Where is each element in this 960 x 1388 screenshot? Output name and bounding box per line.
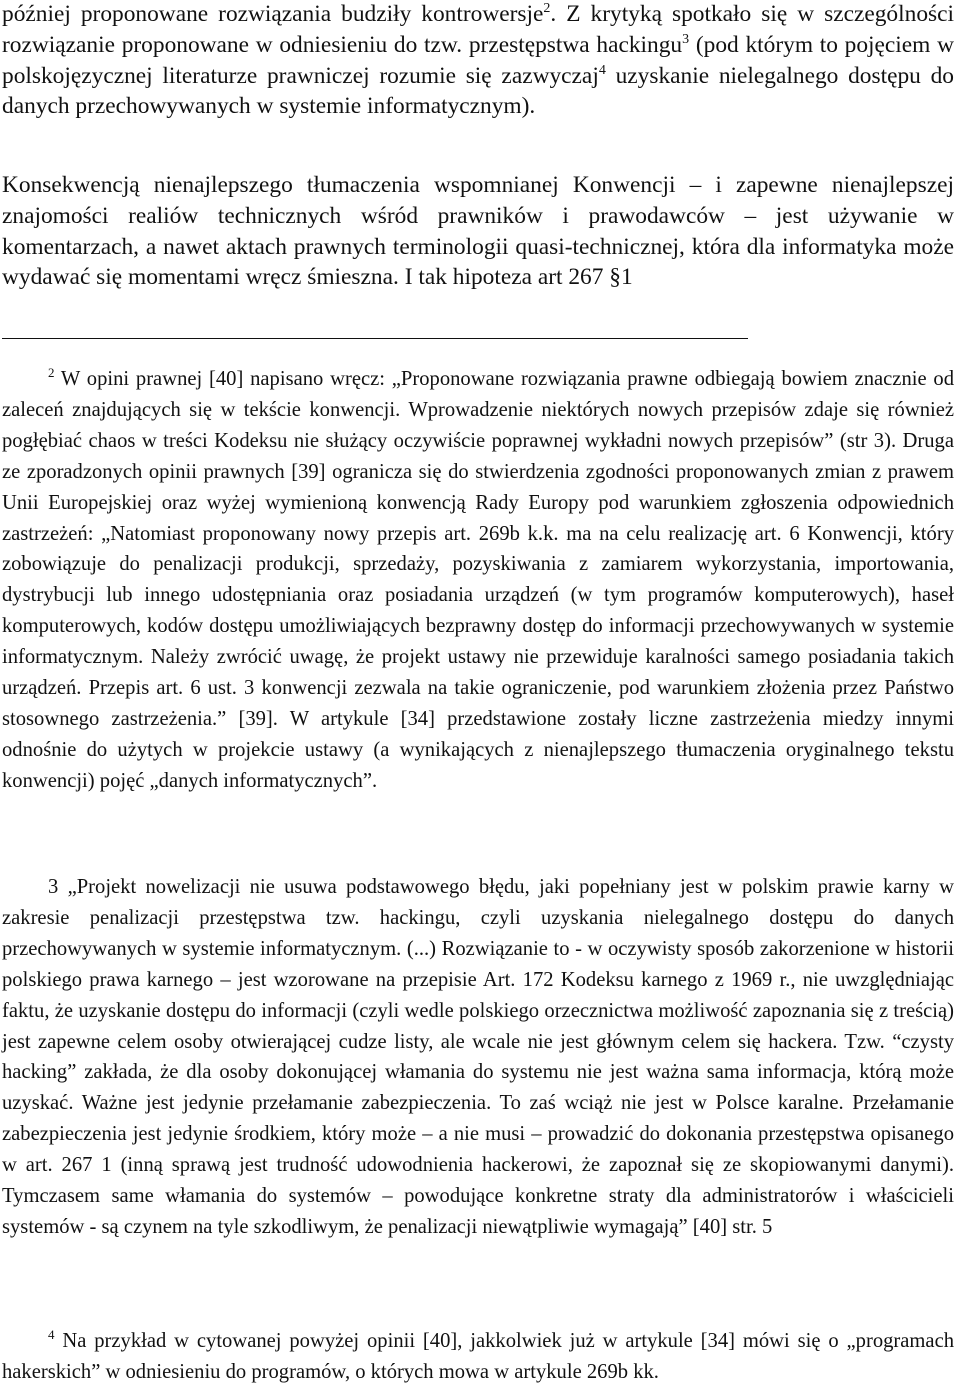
footnote-4 — [2, 1326, 954, 1388]
footnote-ref-2[interactable]: 2 — [543, 1, 551, 17]
body-paragraph-hacking — [2, 0, 954, 122]
body-paragraph-terminology — [2, 170, 954, 293]
footnote-mark: 2 — [48, 365, 55, 381]
paragraph-text: Konsekwencją nienajlepszego tłumaczenia wspomnianej Konwencji – i zapewne nienajlepszej znajomości realiów technicznych wśród prawników i prawodawców – jest używanie w komentarzach, a nawet aktach prawnych terminologii quasi-technicznej, która dla informatyka może wydawać się momentami wręcz śmieszna. I tak hipoteza art 267 §1 — [2, 172, 954, 291]
footnote-mark: 4 — [48, 1327, 55, 1343]
paragraph-text: (pod którym to pojęciem w polskojęzycznej literaturze prawniczej rozumie się zazwyczaj — [2, 31, 954, 89]
footnote-separator — [2, 338, 748, 339]
paragraph-text: później proponowane rozwiązania budziły kontrowersje — [2, 1, 544, 27]
footnote-3 — [2, 872, 954, 1243]
footnote-text: W opini prawnej [40] napisano wręcz: „Proponowane rozwiązania prawne odbiegają bowiem znacznie od zaleceń znajdujących się w tekście konwencji. Wprowadzenie niektórych nowych przepisów zdaje się również pogłębiać chaos w treści Kodeksu nie służący oczywiście poprawnej wykładni nowych przepisów” (str 3). Druga ze zporadzonych opinii prawnych [39] ogranicza się do stwierdzenia zgodności proponowanych zmian z prawem Unii Europejskiej oraz wyżej wymienioną konwencją Rady Europy pod warunkiem zgłoszenia odpowiednich zastrzeżeń: „Natomiast proponowany nowy przepis art. 269b k.k. ma na celu realizację art. 6 Konwencji, który zobowiązuje do penalizacji produkcji, sprzedaży, pozyskiwania z zamiarem wykorzystania, importowania, dystrybucji lub innego udostępniania oraz posiadania urządzeń (w tym programów komputerowych), haseł komputerowych, kodów dostępu umożliwiających bezprawny dostęp do informacji przechowywanych w systemie informatycznym. Należy zwrócić uwagę, że projekt ustawy nie przewiduje karalności samego posiadania takich urządzeń. Przepis art. 6 ust. 3 konwencji zezwala na takie ograniczenie, pod warunkiem złożenia przez Państwo stosownego zastrzeżenia.” [39]. W artykule [34] przedstawione zostały liczne zastrzeżenia miedzy innymi odnośnie do użytych w projekcie ustawy (a wynikających z nienajlepszego tłumaczenia oryginalnego tekstu konwencji) pojęć „danych informatycznych”. — [2, 368, 954, 792]
footnote-2 — [2, 364, 954, 797]
paragraph-text: uzyskanie nielegalnego dostępu do danych przechowywanych w systemie informatycznym). — [2, 62, 955, 120]
footnote-text: „Projekt nowelizacji nie usuwa podstawowego błędu, jaki popełniany jest w polskim prawie karny w zakresie penalizacji przestępstwa tzw. hackingu, czyli uzyskania nielegalnego dostępu do danych przechowywanych w systemie informatycznym. (...) Rozwiązanie to - w oczywisty sposób zakorzenione w historii polskiego prawa karnego – jest wzorowane na przepisie Art. 172 Kodeksu karnego z 1969 r., nie uwzględniając faktu, że uzyskanie dostępu do informacji (czyli wedle polskiego orzecznictwa możliwość zapoznania się z treścią) jest zapewne celem osoby otwierającej cudze listy, ale wcale nie jest głównym celem się hackera. Tzw. “czysty hacking” zakłada, że dla osoby dokonującej włamania do systemu nie jest ważna sama informacja, którą może uzyskać. Ważne jest jedynie przełamanie zabezpieczenia. To zaś wciąż nie jest w Polsce karalne. Przełamanie zabezpieczenia jest jedynie środkiem, który może – a nie musi – prowadzić do dokonania przestępstwa opisanego w art. 267 1 (inną sprawą jest trudność udowodnienia hackerowi, że zapoznał się ze skopiowanymi danymi). Tymczasem same włamania do systemów – powodujące konkretne straty dla administratorów i właścicieli systemów - są czynem na tyle szkodliwym, że penalizacji niewątpliwie wymagają” [40] str. 5 — [2, 876, 954, 1238]
paragraph-text: . Z krytyką spotkało się w szczególności rozwiązanie proponowane w odniesieniu do tzw. przestępstwa hackingu — [2, 1, 954, 58]
footnote-ref-3[interactable]: 3 — [682, 32, 690, 47]
footnote-mark: 3 — [48, 876, 59, 898]
footnote-text: Na przykład w cytowanej powyżej opinii [40], jakkolwiek już w artykule [34] mówi się o „programach hakerskich” w odniesieniu do programów, o których mowa w artykule 269b kk. — [2, 1330, 955, 1383]
footnote-ref-4[interactable]: 4 — [598, 62, 606, 78]
